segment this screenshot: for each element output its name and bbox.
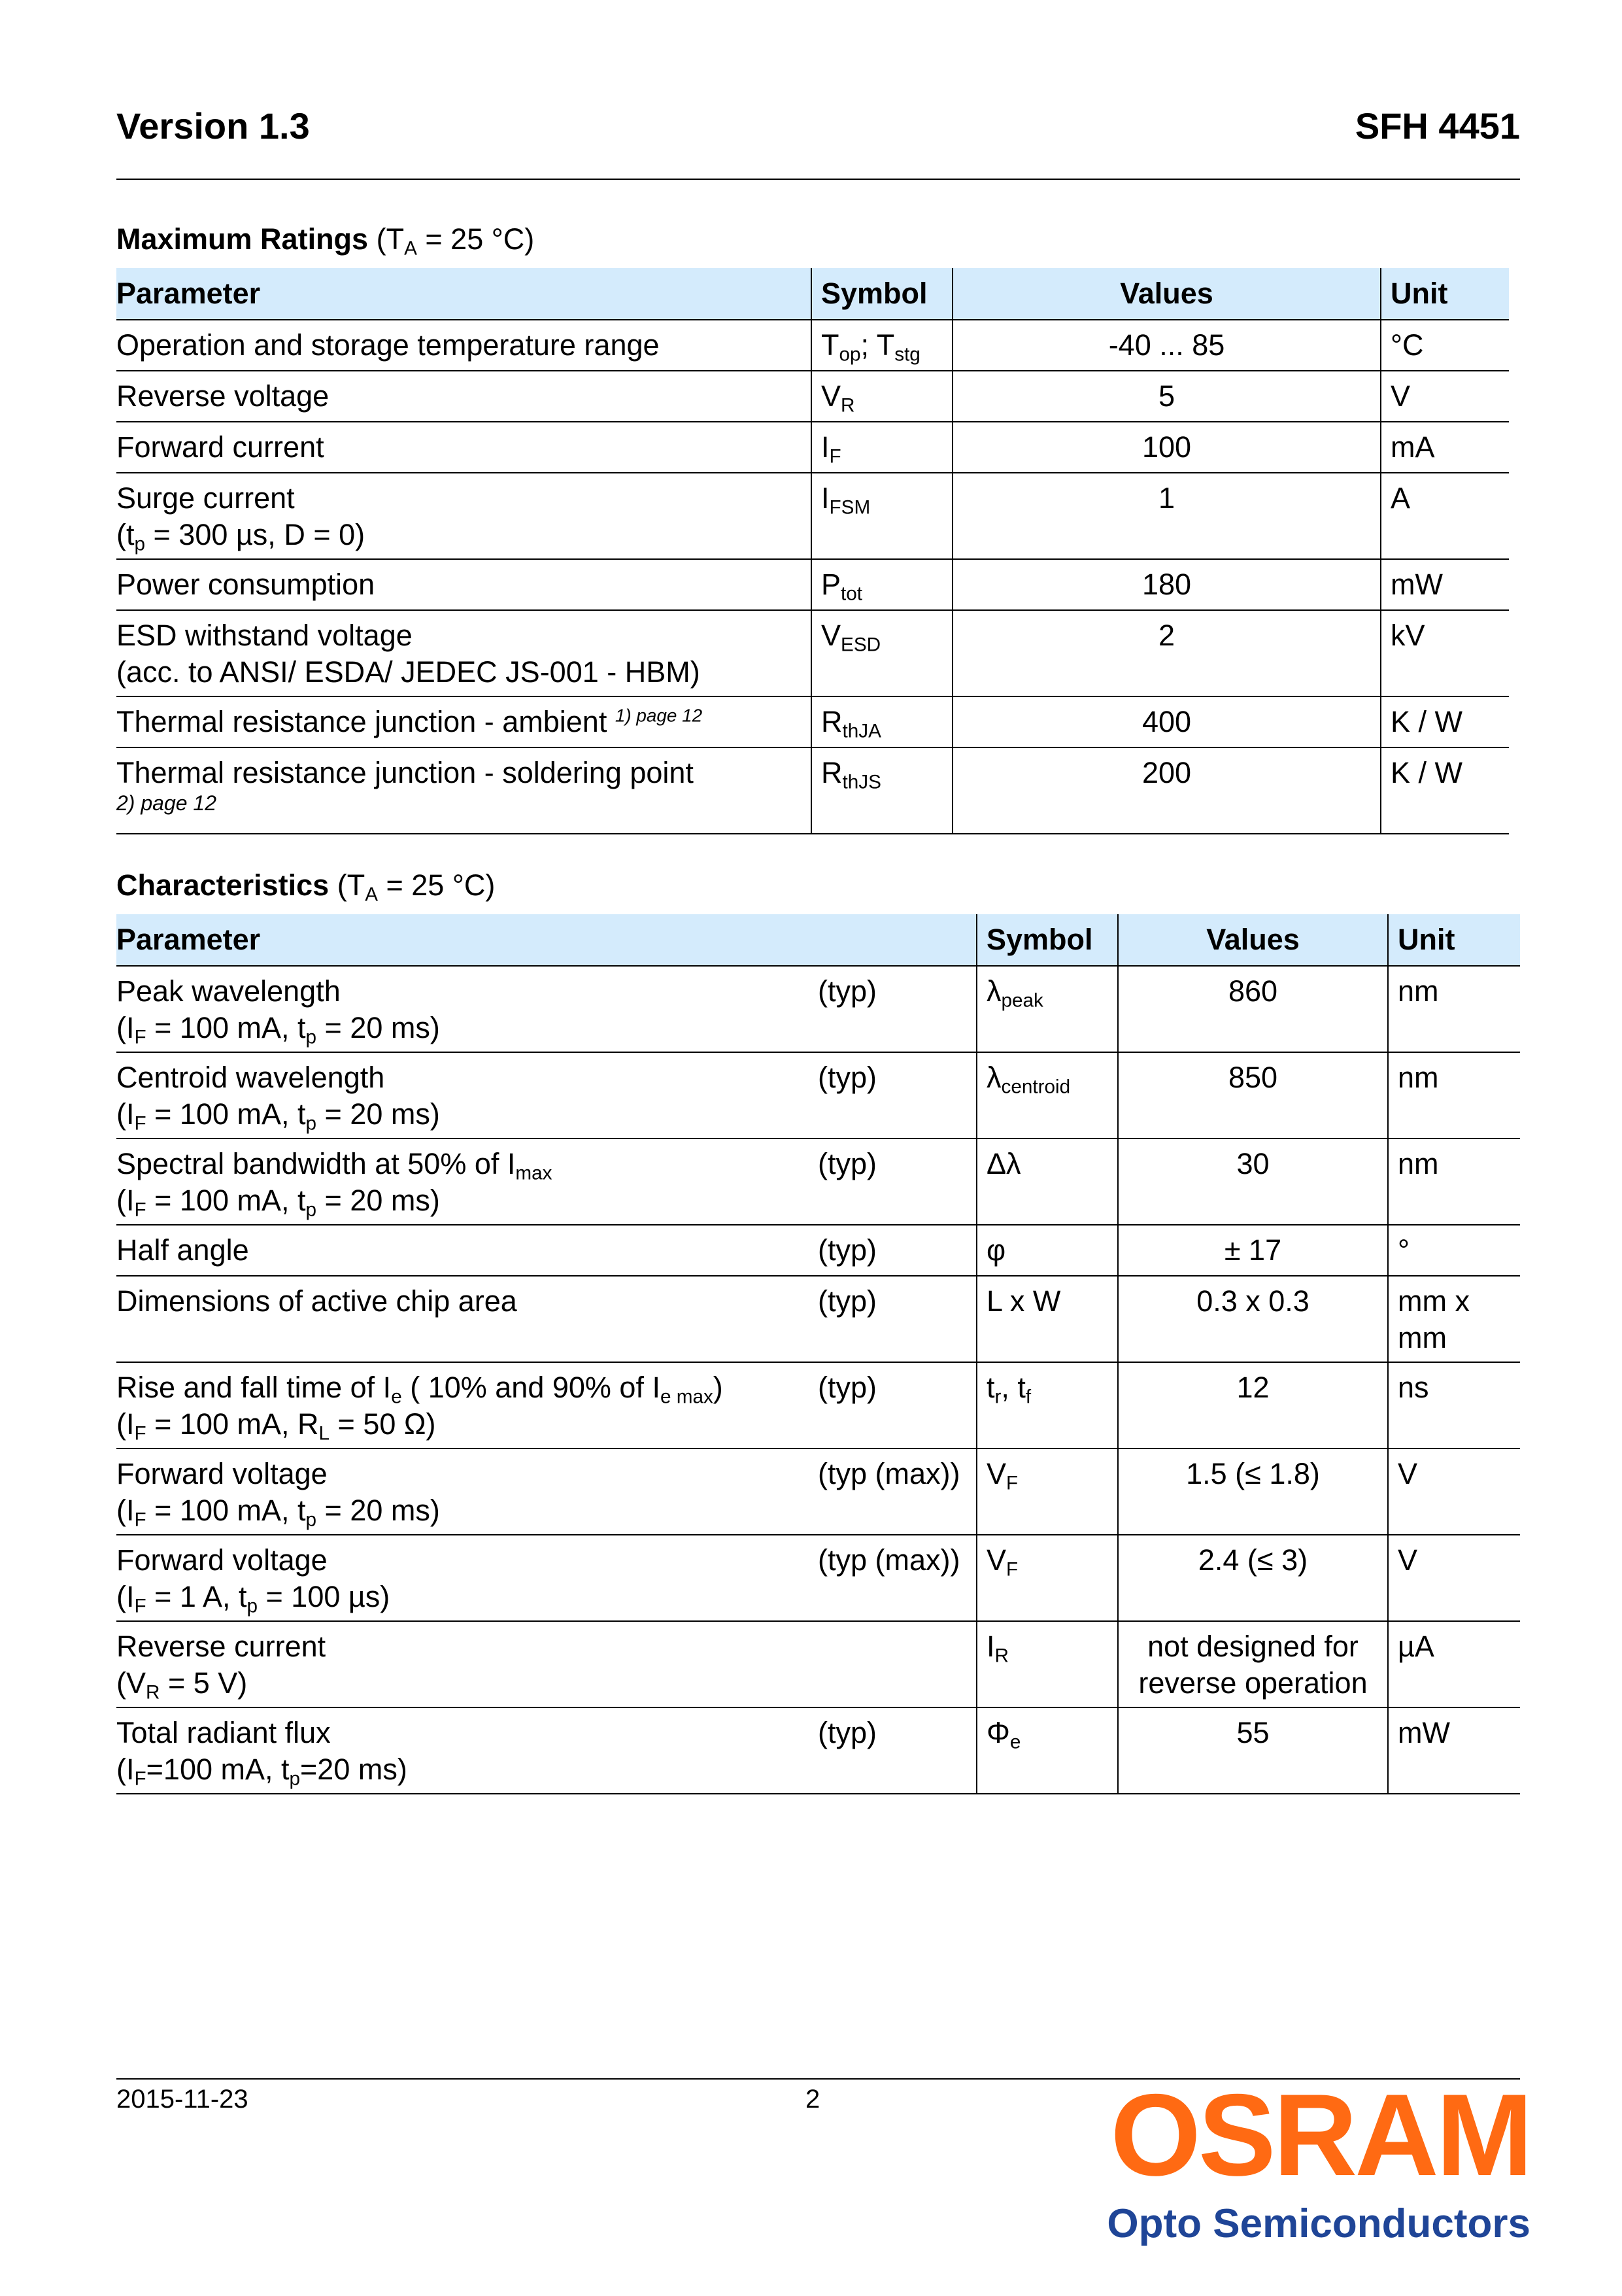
row-value: -40 ... 85: [953, 320, 1381, 371]
row-parameter: Surge current ($t_p = 300$ µs, D = 0): [116, 473, 811, 559]
row-parameter: Half angle (typ): [116, 1225, 977, 1276]
row-symbol: $\lambda_{centroid}$: [977, 1052, 1118, 1139]
table-row: [116, 1139, 1520, 1225]
row-value: 1.5 (≤ 1.8): [1118, 1448, 1388, 1535]
table-row: [116, 1225, 1520, 1276]
row-symbol: φ: [977, 1225, 1118, 1276]
row-parameter: Forward voltage (typ (max)) ($I_F = 100$ mA, $t_p = 20$ ms): [116, 1448, 977, 1535]
row-value: 12: [1118, 1362, 1388, 1448]
document-version: Version 1.3: [116, 105, 310, 146]
header-rule: [116, 179, 1520, 180]
row-condition: (typ): [818, 1147, 877, 1180]
part-number: SFH 4451: [1355, 105, 1520, 146]
row-parameter: Rise and fall time of $I_e$ ( 10% and 90% of $I_{e max}$) (typ) ($I_F = 100$ mA, $R_L = 50$ Ω): [116, 1362, 977, 1448]
row-symbol: $V_{ESD}$: [811, 610, 953, 696]
table-row: [116, 371, 1509, 422]
row-value: 180: [953, 559, 1381, 610]
header-parameter: Parameter: [116, 914, 977, 966]
row-condition: (typ (max)): [818, 1457, 960, 1490]
row-symbol: $T_{op}$; $T_{stg}$: [811, 320, 953, 371]
row-value: 850: [1118, 1052, 1388, 1139]
row-parameter: Peak wavelength (typ) ($I_F = 100$ mA, $t_p = 20$ ms): [116, 966, 977, 1052]
row-unit: °: [1388, 1225, 1520, 1276]
max-ratings-title: Maximum Ratings ($T_A = 25$ °C): [116, 222, 535, 260]
table-row: [116, 473, 1509, 559]
row-parameter: Total radiant flux (typ) ($I_F=100$ mA, $t_p=20$ ms): [116, 1707, 977, 1794]
row-symbol: $R_{thJS}$: [811, 747, 953, 834]
row-value: 0.3 x 0.3: [1118, 1276, 1388, 1362]
row-unit: nm: [1388, 1052, 1520, 1139]
header-symbol: Symbol: [811, 268, 953, 320]
row-parameter: Dimensions of active chip area (typ): [116, 1276, 977, 1362]
row-parameter: Power consumption: [116, 559, 811, 610]
row-symbol: $I_F$: [811, 422, 953, 473]
header-unit: Unit: [1388, 914, 1520, 966]
table-header-row: [116, 914, 1520, 966]
row-parameter: Forward current: [116, 422, 811, 473]
row-value: 2: [953, 610, 1381, 696]
row-unit: mA: [1381, 422, 1509, 473]
table-row: [116, 1535, 1520, 1621]
row-symbol: $R_{thJA}$: [811, 696, 953, 747]
header-unit: Unit: [1381, 268, 1509, 320]
row-symbol: $I_R$: [977, 1621, 1118, 1707]
table-row: [116, 966, 1520, 1052]
row-unit: V: [1388, 1448, 1520, 1535]
osram-logo: [1107, 2070, 1530, 2248]
footer-date: 2015-11-23: [116, 2085, 248, 2114]
row-value: 100: [953, 422, 1381, 473]
row-unit: nm: [1388, 966, 1520, 1052]
header-parameter: Parameter: [116, 268, 811, 320]
row-parameter: ESD withstand voltage (acc. to ANSI/ ESDA/ JEDEC JS-001 - HBM): [116, 610, 811, 696]
table-row: [116, 1707, 1520, 1794]
table-row: [116, 610, 1509, 696]
row-parameter: Spectral bandwidth at 50% of $I_{max}$ (typ) ($I_F = 100$ mA, $t_p = 20$ ms): [116, 1139, 977, 1225]
row-symbol: $V_F$: [977, 1448, 1118, 1535]
row-condition: (typ): [818, 1061, 877, 1094]
row-symbol: $t_r$, $t_f$: [977, 1362, 1118, 1448]
max-ratings-table: [116, 268, 1509, 834]
table-header-row: [116, 268, 1509, 320]
row-value: 860: [1118, 966, 1388, 1052]
row-symbol: $V_R$: [811, 371, 953, 422]
row-unit: mm x mm: [1388, 1276, 1520, 1362]
row-condition: (typ): [818, 1716, 877, 1749]
row-condition: (typ): [818, 974, 877, 1008]
table-row: [116, 422, 1509, 473]
row-parameter: Forward voltage (typ (max)) ($I_F = 1$ A, $t_p = 100$ µs): [116, 1535, 977, 1621]
row-unit: ns: [1388, 1362, 1520, 1448]
row-value: not designed for reverse operation: [1118, 1621, 1388, 1707]
table-row: [116, 1362, 1520, 1448]
row-symbol: $P_{tot}$: [811, 559, 953, 610]
row-value: 2.4 (≤ 3): [1118, 1535, 1388, 1621]
row-unit: mW: [1388, 1707, 1520, 1794]
row-value: 55: [1118, 1707, 1388, 1794]
row-unit: V: [1381, 371, 1509, 422]
row-unit: mW: [1381, 559, 1509, 610]
row-unit: V: [1388, 1535, 1520, 1621]
row-value: 400: [953, 696, 1381, 747]
row-value: 200: [953, 747, 1381, 834]
row-parameter: Thermal resistance junction - ambient $^{1) page 12}$: [116, 696, 811, 747]
row-unit: nm: [1388, 1139, 1520, 1225]
table-row: [116, 1448, 1520, 1535]
row-parameter: Thermal resistance junction - soldering point 2) page 12: [116, 747, 811, 834]
row-unit: K / W: [1381, 747, 1509, 834]
row-symbol: Δλ: [977, 1139, 1118, 1225]
table-row: [116, 320, 1509, 371]
row-symbol: $I_{FSM}$: [811, 473, 953, 559]
header-values: Values: [1118, 914, 1388, 966]
row-symbol: L x W: [977, 1276, 1118, 1362]
table-row: [116, 747, 1509, 834]
header-values: Values: [953, 268, 1381, 320]
table-row: [116, 1052, 1520, 1139]
row-condition: (typ): [818, 1371, 877, 1404]
row-value: 5: [953, 371, 1381, 422]
row-condition: (typ): [818, 1233, 877, 1267]
characteristics-title: Characteristics ($T_A = 25$ °C): [116, 868, 496, 906]
footnote-ref: 1) page 12: [615, 705, 703, 726]
logo-division: Opto Semiconductors: [1107, 2201, 1530, 2246]
row-unit: °C: [1381, 320, 1509, 371]
row-symbol: $\Phi_e$: [977, 1707, 1118, 1794]
row-parameter: Operation and storage temperature range: [116, 320, 811, 371]
row-unit: µA: [1388, 1621, 1520, 1707]
page-number: 2: [805, 2085, 820, 2114]
logo-brand: OSRAM: [1110, 2070, 1530, 2200]
row-value: 30: [1118, 1139, 1388, 1225]
row-symbol: $\lambda_{peak}$: [977, 966, 1118, 1052]
row-parameter: Reverse voltage: [116, 371, 811, 422]
footnote-ref: 2) page 12: [116, 791, 217, 815]
row-value: ± 17: [1118, 1225, 1388, 1276]
row-unit: A: [1381, 473, 1509, 559]
table-row: [116, 1621, 1520, 1707]
row-parameter: Reverse current ($V_R = 5$ V): [116, 1621, 977, 1707]
row-unit: kV: [1381, 610, 1509, 696]
row-symbol: $V_F$: [977, 1535, 1118, 1621]
row-condition: (typ (max)): [818, 1543, 960, 1577]
table-row: [116, 1276, 1520, 1362]
table-row: [116, 559, 1509, 610]
row-unit: K / W: [1381, 696, 1509, 747]
header-symbol: Symbol: [977, 914, 1118, 966]
row-condition: (typ): [818, 1284, 877, 1318]
characteristics-table: [116, 914, 1520, 1794]
table-row: [116, 696, 1509, 747]
row-value: 1: [953, 473, 1381, 559]
row-parameter: Centroid wavelength (typ) ($I_F = 100$ mA, $t_p = 20$ ms): [116, 1052, 977, 1139]
